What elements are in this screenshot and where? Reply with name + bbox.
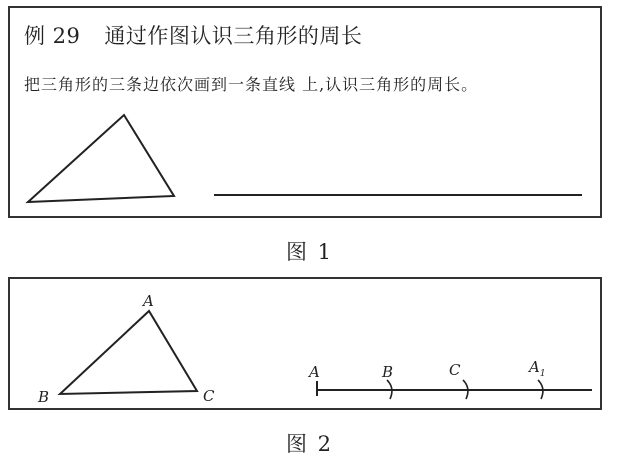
line-label-a1-main: A [529,358,540,376]
instruction-text: 把三角形的三条边依次画到一条直线 上,认识三角形的周长。 [24,75,479,94]
triangle-figure-1 [28,115,174,202]
figure-2-drawing [10,279,604,412]
figure-2-caption: 图 2 [286,432,334,456]
triangle-abc [60,311,197,394]
line-label-a1 [527,358,546,379]
line-label-a: A [309,363,320,381]
vertex-label-c: C [203,387,215,405]
figure-2-frame [8,277,602,410]
figure-1-drawing [10,8,604,220]
figure-1-frame [8,6,602,218]
vertex-label-b: B [38,388,50,406]
line-label-c: C [449,361,461,379]
vertex-label-a: A [143,292,154,310]
line-label-a1-subscript: 1 [539,369,546,379]
line-label-b: B [382,363,394,381]
figure-1-caption: 图 1 [286,240,334,264]
example-title: 通过作图认识三角形的周长 [104,24,363,48]
example-number: 例 29 [24,24,81,48]
